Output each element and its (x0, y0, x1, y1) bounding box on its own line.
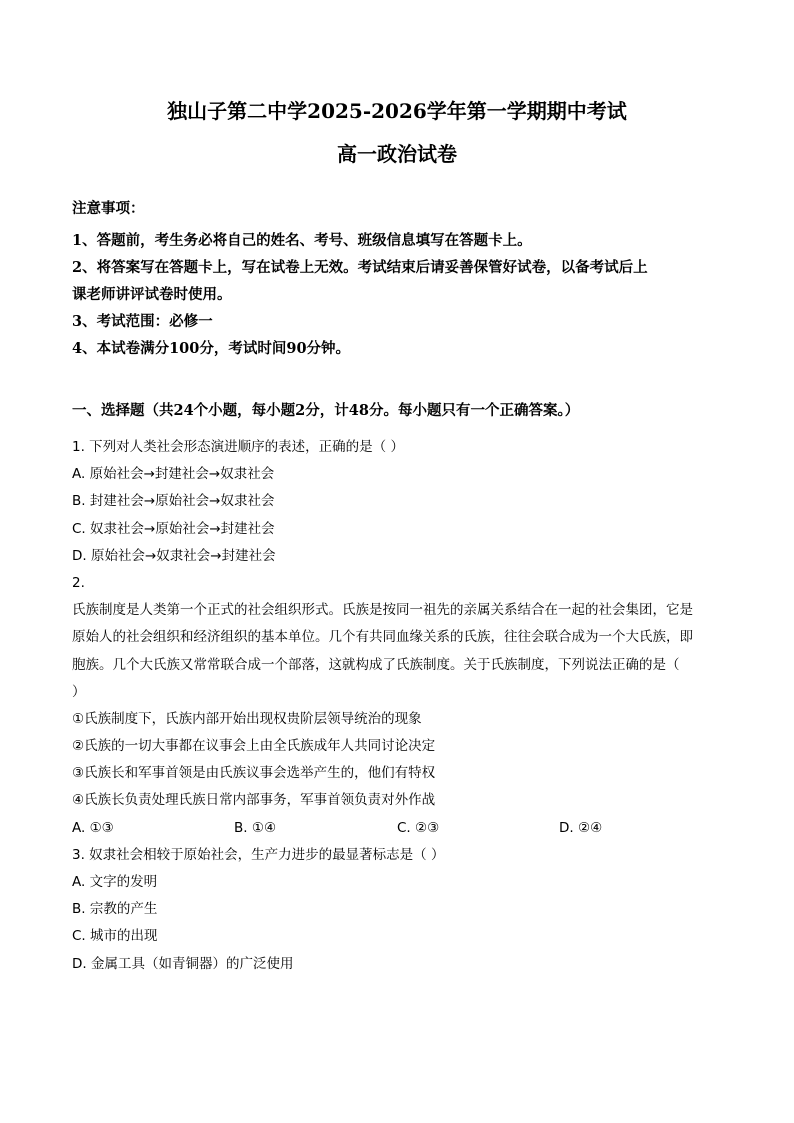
question-1-stem: 1. 下列对人类社会形态演进顺序的表述，正确的是（ ） (72, 439, 404, 455)
question-2-statement-2: ②氏族的一切大事都在议事会上由全氏族成年人共同讨论决定 (72, 738, 436, 755)
question-2-option-d: D. ②④ (559, 819, 603, 836)
question-2-statement-3: ③氏族长和军事首领是由氏族议事会选举产生的，他们有特权 (72, 765, 436, 782)
question-2-statement-4: ④氏族长负责处理氏族日常内部事务，军事首领负责对外作战 (72, 792, 436, 809)
notice-item: 3、考试范围：必修一 (72, 313, 213, 330)
question-2-number: 2. (72, 574, 85, 591)
question-3-option-b: B. 宗教的产生 (72, 901, 158, 918)
question-2-passage-line: 胞族。几个大氏族又常常联合成一个部落，这就构成了氏族制度。关于氏族制度，下列说法正确的是（ (72, 656, 680, 673)
question-1-option-b: B. 封建社会→原始社会→奴隶社会 (72, 493, 275, 510)
question-3-option-c: C. 城市的出现 (72, 928, 158, 945)
question-2-options (72, 815, 722, 842)
notice-item: 4、本试卷满分100分，考试时间90分钟。 (72, 340, 351, 357)
question-1-option-d: D. 原始社会→奴隶社会→封建社会 (72, 547, 276, 564)
question-3-stem: 3. 奴隶社会相较于原始社会，生产力进步的最显著标志是（ ） (72, 846, 445, 863)
notice-item: 2、将答案写在答题卡上，写在试卷上无效。考试结束后请妥善保管好试卷，以备考试后上 (72, 259, 648, 276)
question-3-option-a: A. 文字的发明 (72, 874, 158, 890)
question-2-passage-line: 原始人的社会组织和经济组织的基本单位。几个有共同血缘关系的氏族，往往会联合成为一个大氏族，即 (72, 629, 693, 646)
notice-block (72, 195, 722, 362)
question-2-statement-1: ①氏族制度下，氏族内部开始出现权贵阶层领导统治的现象 (72, 710, 422, 727)
question-2-option-b: B. ①④ (234, 819, 277, 836)
question-2-option-c: C. ②③ (397, 819, 440, 836)
question-list (72, 434, 722, 978)
exam-subtitle: 高一政治试卷 (337, 142, 457, 166)
section-title: 一、选择题（共24个小题，每小题2分，计48分。每小题只有一个正确答案。） (72, 402, 580, 419)
question-2-passage-line: 氏族制度是人类第一个正式的社会组织形式。氏族是按同一祖先的亲属关系结合在一起的社会集团，它是 (72, 602, 693, 619)
notice-item: 课老师讲评试卷时使用。 (72, 286, 232, 303)
notice-item: 1、答题前，考生务必将自己的姓名、考号、班级信息填写在答题卡上。 (72, 232, 532, 249)
question-2-option-a: A. ①③ (72, 819, 114, 836)
question-3-option-d: D. 金属工具（如青铜器）的广泛使用 (72, 955, 294, 972)
question-1-option-a: A. 原始社会→封建社会→奴隶社会 (72, 466, 275, 483)
exam-title: 独山子第二中学2025-2026学年第一学期期中考试 (167, 99, 627, 123)
notice-heading: 注意事项： (72, 200, 145, 217)
question-2-passage-line: ） (72, 683, 86, 700)
question-1-option-c: C. 奴隶社会→原始社会→封建社会 (72, 520, 275, 537)
